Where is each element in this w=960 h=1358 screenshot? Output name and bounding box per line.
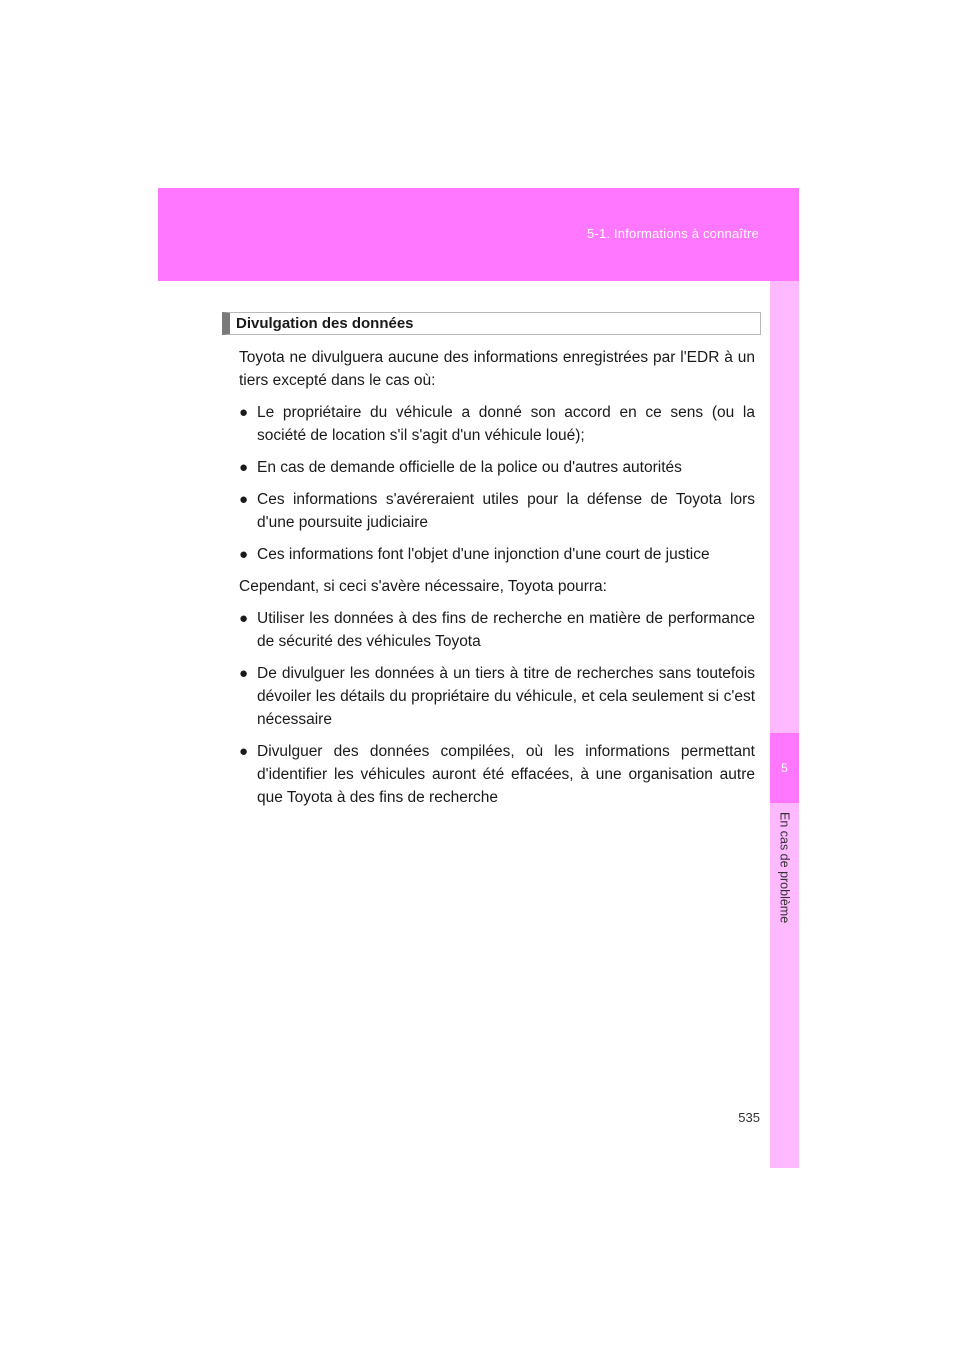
list-item-text: En cas de demande officielle de la police ou d'autres autorités <box>257 459 682 476</box>
list-item <box>239 607 755 653</box>
running-header: 5-1. Informations à connaître <box>586 226 759 241</box>
list-item-text: Divulguer des données compilées, où les informations permettant d'identifier les véhicules auront été effacées, à une organisation autre que Toyota à des fins de recherche <box>257 743 755 806</box>
list-item-text: Utiliser les données à des fins de recherche en matière de performance de sécurité des véhicules Toyota <box>257 610 755 650</box>
bullet-icon: ● <box>239 743 249 760</box>
list-item <box>239 543 755 566</box>
list-item-text: Ces informations s'avéreraient utiles pour la défense de Toyota lors d'une poursuite judiciaire <box>257 491 755 531</box>
header-band <box>158 188 799 281</box>
however-paragraph: Cependant, si ceci s'avère nécessaire, Toyota pourra: <box>239 578 607 595</box>
bullet-icon: ● <box>239 610 249 627</box>
bullet-icon: ● <box>239 546 249 563</box>
list-item <box>239 740 755 809</box>
intro-paragraph: Toyota ne divulguera aucune des informations enregistrées par l'EDR à un tiers excepté dans le cas où: <box>239 349 755 389</box>
bullet-icon: ● <box>239 491 249 508</box>
chapter-label: En cas de problème <box>777 812 792 924</box>
section-heading: Divulgation des données <box>222 312 761 335</box>
list-item-text: Le propriétaire du véhicule a donné son accord en ce sens (ou la société de location s'il s'agit d'un véhicule loué); <box>257 404 755 444</box>
list-item <box>239 488 755 534</box>
list-item <box>239 662 755 731</box>
bullet-icon: ● <box>239 459 249 476</box>
list-item <box>239 401 755 447</box>
list-item-text: Ces informations font l'objet d'une injonction d'une court de justice <box>257 546 710 563</box>
list-item <box>239 456 755 479</box>
chapter-tab <box>770 733 799 803</box>
chapter-number: 5 <box>781 761 788 775</box>
bullet-icon: ● <box>239 404 249 421</box>
page-number: 535 <box>738 1110 760 1125</box>
side-strip <box>770 281 799 1168</box>
list-item-text: De divulguer les données à un tiers à titre de recherches sans toutefois dévoiler les détails du propriétaire du véhicule, et cela seulement si c'est nécessaire <box>257 665 755 728</box>
section-body <box>239 346 755 818</box>
bullet-icon: ● <box>239 665 249 682</box>
